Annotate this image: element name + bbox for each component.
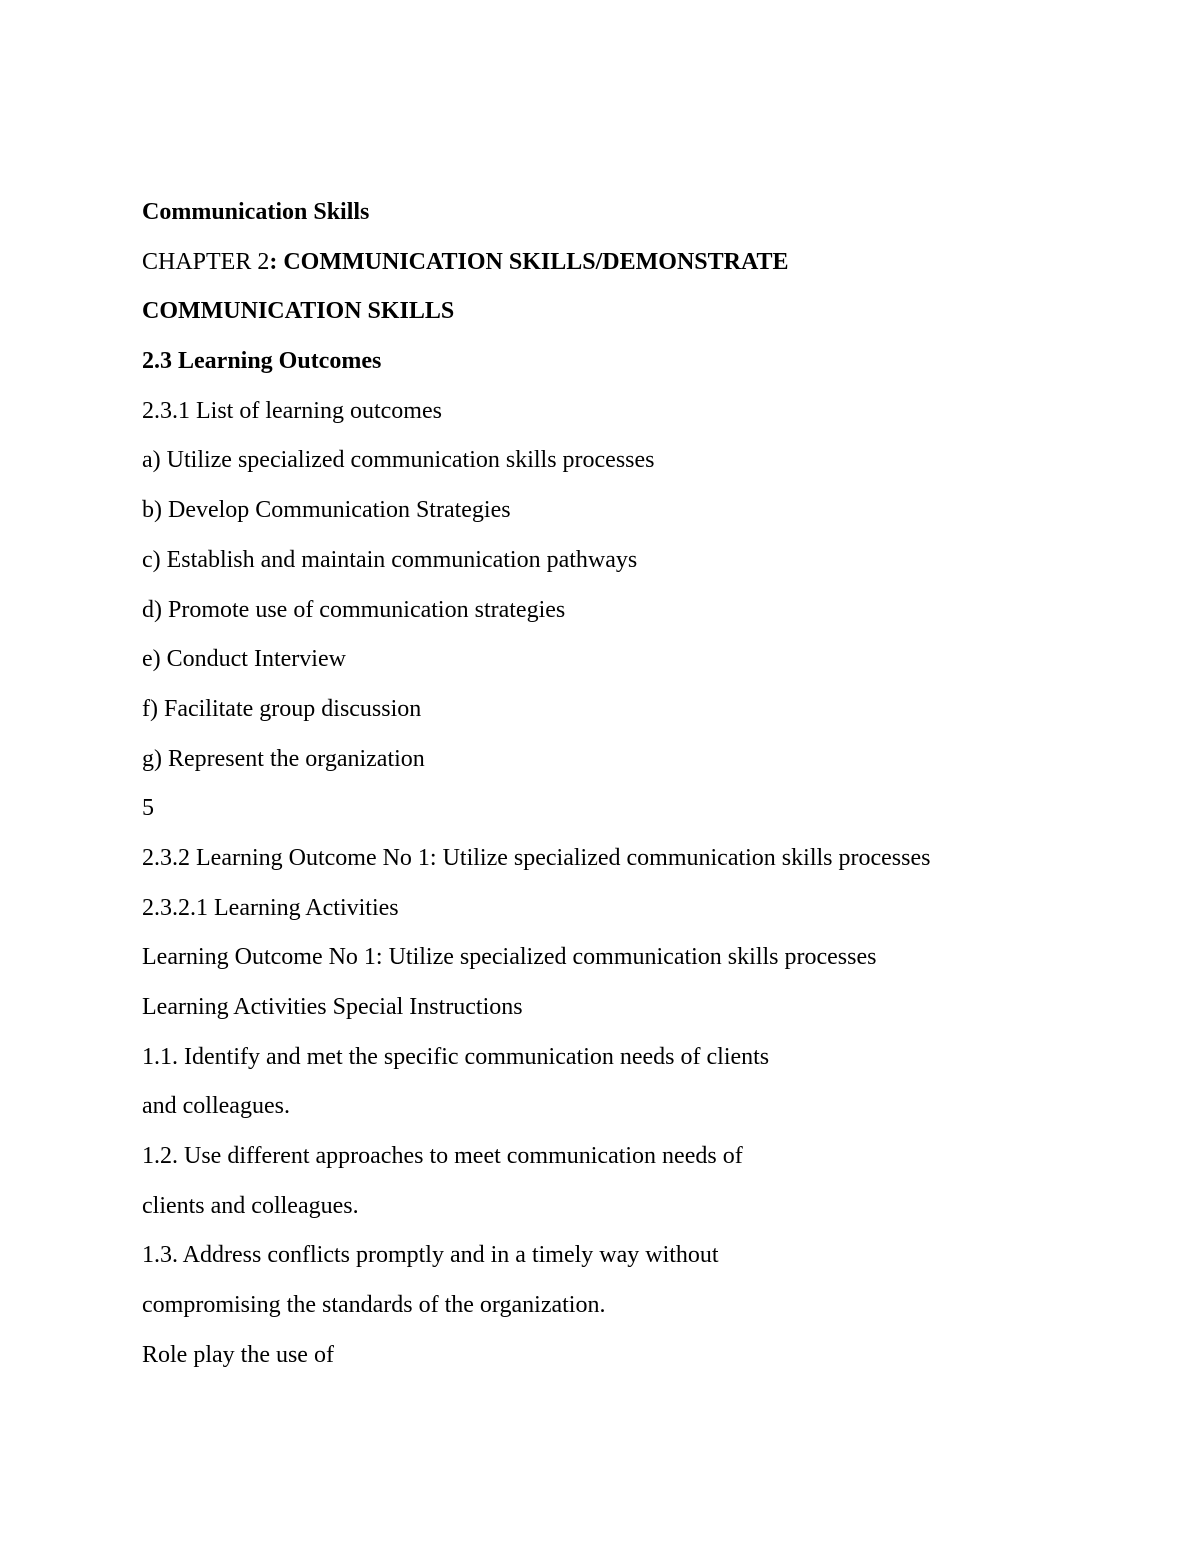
document-title: Communication Skills xyxy=(142,199,370,225)
activity-line: 1.2. Use different approaches to meet communication needs of xyxy=(142,1143,743,1170)
activities-columns-header: Learning Activities Special Instructions xyxy=(142,994,523,1020)
outcome-item-d: d) Promote use of communication strategies xyxy=(142,596,566,623)
subsection-heading: 2.3.1 List of learning outcomes xyxy=(142,397,442,424)
outcome-item-c: c) Establish and maintain communication pathways xyxy=(142,546,638,573)
outcome-item-e: e) Conduct Interview xyxy=(142,646,346,673)
learning-outcome-heading: 2.3.2 Learning Outcome No 1: Utilize specialized communication skills processes xyxy=(142,844,931,871)
activity-line: Role play the use of xyxy=(142,1341,334,1368)
chapter-title-line-2: COMMUNICATION SKILLS xyxy=(142,298,455,325)
learning-outcome-line: Learning Outcome No 1: Utilize specialized communication skills processes xyxy=(142,944,877,971)
document-body xyxy=(142,188,1152,1381)
outcome-item-b: b) Develop Communication Strategies xyxy=(142,497,511,524)
activity-line: clients and colleagues. xyxy=(142,1192,359,1219)
outcome-item-f: f) Facilitate group discussion xyxy=(142,695,422,722)
activity-line: 1.3. Address conflicts promptly and in a timely way without xyxy=(142,1242,719,1269)
page-number: 5 xyxy=(142,795,154,822)
activity-line: 1.1. Identify and met the specific communication needs of clients xyxy=(142,1043,770,1070)
chapter-prefix: CHAPTER 2 xyxy=(142,248,270,275)
learning-activities-heading: 2.3.2.1 Learning Activities xyxy=(142,894,399,921)
section-heading: 2.3 Learning Outcomes xyxy=(142,348,382,375)
chapter-title-line-1 xyxy=(142,238,1152,288)
outcome-item-g: g) Represent the organization xyxy=(142,745,425,772)
chapter-title-text: : COMMUNICATION SKILLS/DEMONSTRATE xyxy=(269,248,789,275)
outcome-item-a: a) Utilize specialized communication skills processes xyxy=(142,447,655,474)
activity-line: and colleagues. xyxy=(142,1093,290,1120)
activity-line: compromising the standards of the organization. xyxy=(142,1292,606,1319)
